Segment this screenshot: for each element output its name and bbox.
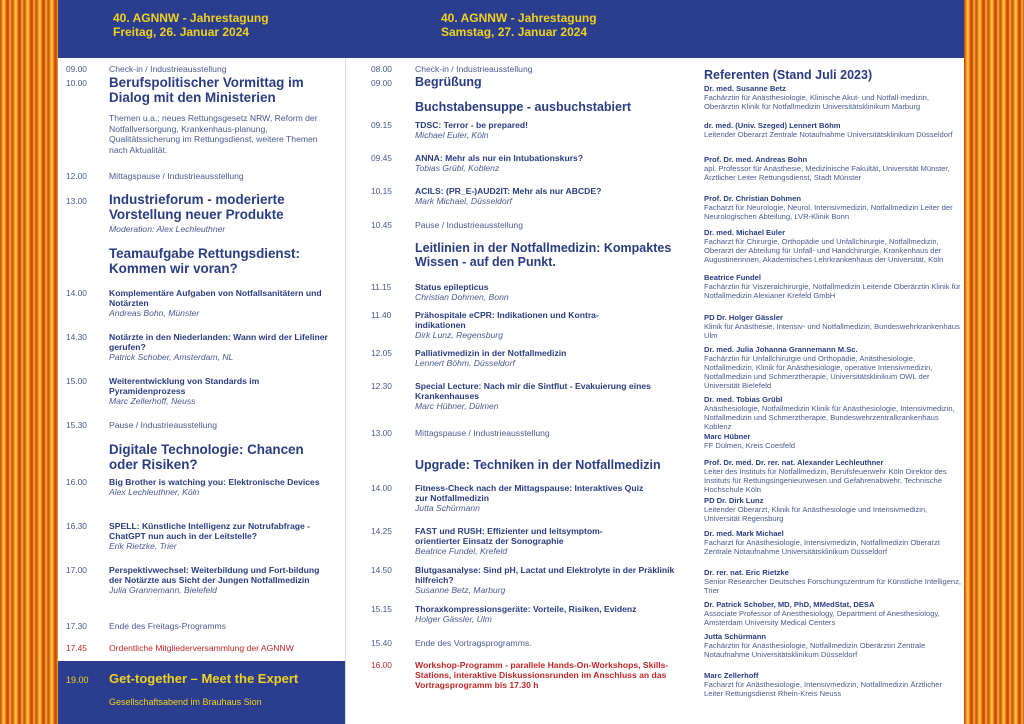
speaker-name: Marc Zellerhoff, Neuss <box>109 396 196 406</box>
time-label: 09.00 <box>66 64 87 74</box>
get-together-title: Get-together – Meet the Expert <box>109 671 299 686</box>
row-text: Workshop-Programm - parallele Hands-On-Workshops, Skills-Stations, interaktive Diskussionsrunden im Anschluss an das Vortragsprogramm bis 17.30 h <box>415 660 669 690</box>
speaker-name: Susanne Betz, Marburg <box>415 585 506 595</box>
referent-name: Beatrice Fundel <box>704 273 761 282</box>
referent-entry <box>704 600 962 627</box>
referent-info: Fachärztin für Anästhesiologie, Notfallmedizin Oberärztin Zentrale Notaufnahme Universitätsklinikum Düsseldorf <box>704 641 926 659</box>
time-label: 13.00 <box>371 428 392 438</box>
referent-name: Dr. med. Mark Michael <box>704 529 784 538</box>
time-label: 11.15 <box>371 282 392 292</box>
saturday-title-line2: Samstag, 27. Januar 2024 <box>441 25 588 39</box>
talk-title: Thoraxkompressionsgeräte: Vorteile, Risiken, Evidenz <box>415 604 637 614</box>
speaker-name: Patrick Schober, Amsterdam, NL <box>109 352 234 362</box>
talk-title: Perspektivwechsel: Weiterbildung und Fort-bildung der Notärzte aus Sicht der Jungen Notfallmedizin <box>109 565 320 585</box>
time-label: 10.45 <box>371 220 392 230</box>
row-text: Pause / Industrieausstellung <box>415 220 523 230</box>
referent-entry <box>704 432 962 450</box>
get-together-time: 19.00 <box>66 675 89 685</box>
referent-entry <box>704 273 962 300</box>
time-label: 16.00 <box>371 660 392 670</box>
time-label: 17.30 <box>66 621 87 631</box>
referent-info: apl. Professor für Anästhesie, Medizinische Fakultät, Universität Münster, Ärztlicher Leiter Rettungsdienst, Stadt Münster <box>704 164 950 182</box>
time-label: 08.00 <box>371 64 392 74</box>
talk-title: Palliativmedizin in der Notfallmedizin <box>415 348 567 358</box>
referent-entry <box>704 496 962 523</box>
referent-entry <box>704 345 962 390</box>
row-text: Mittagspause / Industrieausstellung <box>109 171 244 181</box>
time-label: 16.30 <box>66 521 87 531</box>
time-label: 12.00 <box>66 171 87 181</box>
talk-title: Big Brother is watching you: Elektronische Devices <box>109 477 320 487</box>
time-label: 14.30 <box>66 332 87 342</box>
referent-entry <box>704 155 962 182</box>
row-text: Pause / Industrieausstellung <box>109 420 217 430</box>
referent-entry <box>704 458 962 494</box>
speaker-name: Holger Gässler, Ulm <box>415 614 492 624</box>
talk-title: SPELL: Künstliche Intelligenz zur Notrufabfrage - ChatGPT nun auch in der Leitstelle? <box>109 521 311 541</box>
referent-name: dr. med. (Univ. Szeged) Lennert Böhm <box>704 121 841 130</box>
talk-title: Status epilepticus <box>415 282 489 292</box>
talk-title: Prähospitale eCPR: Indikationen und Kontra-indikationen <box>415 310 599 330</box>
referent-name: Dr. med. Susanne Betz <box>704 84 786 93</box>
referent-info: Klinik für Anästhesie, Intensiv- und Notfallmedizin, Bundeswehrkrankenhaus Ulm <box>704 322 960 340</box>
referent-info: Associate Professor of Anesthesiology, Department of Anesthesiology, Amsterdam University Medical Centers <box>704 609 940 627</box>
referent-name: PD Dr. Dirk Lunz <box>704 496 764 505</box>
referent-info: Anästhesiologie, Notfallmedizin Klinik für Anästhesiologie, Intensivmedizin, Notfallmedizin und Schmerztherapie, Bundeswehrzentralkrankenhaus Koblenz <box>704 404 955 431</box>
referent-entry <box>704 568 962 595</box>
talk-title: Blutgasanalyse: Sind pH, Lactat und Elektrolyte in der Präklinik hilfreich? <box>415 565 675 585</box>
speaker-name: Lennert Böhm, Düsseldorf <box>415 358 515 368</box>
time-label: 15.30 <box>66 420 87 430</box>
referent-entry <box>704 632 962 659</box>
referent-name: Dr. rer. nat. Eric Rietzke <box>704 568 789 577</box>
session-heading: Industrieforum - moderierte Vorstellung neuer Produkte <box>109 192 285 222</box>
referenten-title: Referenten (Stand Juli 2023) <box>704 68 873 82</box>
session-heading: Teamaufgabe Rettungsdienst: Kommen wir voran? <box>109 246 300 276</box>
time-label: 17.45 <box>66 643 87 653</box>
referent-info: Facharzt für Anästhesiologie, Intensivmedizin, Notfallmedizin Oberarzt Zentrale Notaufnahme Universitätsklinikum Düsseldorf <box>704 538 940 556</box>
speaker-name: Andreas Bohn, Münster <box>109 308 200 318</box>
time-label: 11.40 <box>371 310 392 320</box>
friday-title-line1: 40. AGNNW - Jahrestagung <box>113 11 269 25</box>
speaker-name: Moderation: Alex Lechleuthner <box>109 224 226 234</box>
row-text: Mittagspause / Industrieausstellung <box>415 428 550 438</box>
talk-title: ACILS: (PR_E-)AUD2IT: Mehr als nur ABCDE? <box>415 186 602 196</box>
session-heading: Berufspolitischer Vormittag im Dialog mit den Ministerien <box>109 75 304 105</box>
referent-info: Leitender Oberarzt Zentrale Notaufnahme Universitätsklinikum Düsseldorf <box>704 130 953 139</box>
get-together-subtitle: Gesellschaftsabend im Brauhaus Sion <box>109 697 262 707</box>
referent-name: Prof. Dr. med. Andreas Bohn <box>704 155 808 164</box>
referent-entry <box>704 395 962 431</box>
referent-info: Leiter des Instituts für Notfallmedizin, Berufsfeuerwehr Köln Direktor des Instituts für Rettungsingenieurwesen und Gefahrenabwehr, Technische Hochschule Köln <box>704 467 947 494</box>
time-label: 14.00 <box>371 483 392 493</box>
referent-info: FF Dülmen, Kreis Coesfeld <box>704 441 796 450</box>
speaker-name: Mark Michael, Düsseldorf <box>415 196 512 206</box>
time-label: 10.00 <box>66 78 87 88</box>
session-heading: Upgrade: Techniken in der Notfallmedizin <box>415 458 661 472</box>
session-heading: Buchstabensuppe - ausbuchstabiert <box>415 100 632 114</box>
referent-name: Prof. Dr. med. Dr. rer. nat. Alexander Lechleuthner <box>704 458 884 467</box>
session-heading: Leitlinien in der Notfallmedizin: Kompaktes Wissen - auf den Punkt. <box>415 241 672 269</box>
referent-name: Jutta Schürmann <box>704 632 767 641</box>
referent-info: Facharzt für Chirurgie, Orthopädie und Unfallchirurgie, Notfallmedizin, Oberarzt der Abteilung für Unfall- und Handchirurgie, Krankenhaus der Augustinerinnen, Akademisches Lehrkrankenhaus der Universität, Köln <box>704 237 944 264</box>
referent-name: Dr. med. Michael Euler <box>704 228 786 237</box>
referent-info: Fachärztin für Unfallchirurgie und Orthopädie, Anästhesiologie, Notfallmedizin, Klinik für Anästhesiologie, operative Intensivmedizin, Notfallmedizin und Schmerztherapie, Universitätsklinikum OWL der Universität Bielefeld <box>704 354 933 390</box>
speaker-name: Erik Rietzke, Trier <box>109 541 177 551</box>
referent-name: Dr. med. Julia Johanna Grannemann M.Sc. <box>704 345 858 354</box>
speaker-name: Tobias Grübl, Koblenz <box>415 163 500 173</box>
row-text: Ordentliche Mitgliederversammlung der AGNNW <box>109 643 294 653</box>
time-label: 15.00 <box>66 376 87 386</box>
friday-title <box>113 11 269 39</box>
saturday-title <box>441 11 597 39</box>
referent-info: Fachärztin für Anästhesiologie, Klinische Akut- und Notfall-medizin, Oberärztin Klinik für Notfallmedizin Universitätsklinikum Marburg <box>704 93 929 111</box>
time-label: 15.15 <box>371 604 392 614</box>
time-label: 13.00 <box>66 196 87 206</box>
referent-entry <box>704 121 962 139</box>
left-decorative-border <box>0 0 58 724</box>
session-heading: Digitale Technologie: Chancen oder Risiken? <box>109 442 304 472</box>
speaker-name: Alex Lechleuthner, Köln <box>109 487 200 497</box>
time-label: 14.00 <box>66 288 87 298</box>
referent-name: Dr. Patrick Schober, MD, PhD, MMedStat, DESA <box>704 600 875 609</box>
session-heading: Begrüßung <box>415 75 482 89</box>
talk-title: Komplementäre Aufgaben von Notfallsanitätern und Notärzten <box>109 288 322 308</box>
time-label: 14.50 <box>371 565 392 575</box>
talk-title: Notärzte in den Niederlanden: Wann wird der Lifeliner gerufen? <box>109 332 328 352</box>
right-decorative-border <box>964 0 1024 724</box>
time-label: 14.25 <box>371 526 392 536</box>
get-together-box <box>58 661 345 724</box>
referent-name: Marc Zellerhoff <box>704 671 759 680</box>
speaker-name: Julia Grannemann, Bielefeld <box>109 585 217 595</box>
referent-name: Prof. Dr. Christian Dohmen <box>704 194 802 203</box>
speaker-name: Christian Dohmen, Bonn <box>415 292 509 302</box>
talk-title: Weiterentwicklung von Standards im Pyramidenprozess <box>109 376 260 396</box>
talk-title: FAST und RUSH: Effizienter und leitsymptom-orientierter Einsatz der Sonographie <box>415 526 603 546</box>
speaker-name: Jutta Schürmann <box>415 503 480 513</box>
row-text: Check-in / Industrieausstellung <box>415 64 533 74</box>
referent-info: Facharzt für Anästhesiologie, Intensivmedizin, Notfallmedizin Ärztlicher Leiter Rettungsdienst Rhein-Kreis Neuss <box>704 680 943 698</box>
referent-info: Leitender Oberarzt, Klinik für Anästhesiologie und Intensivmedizin, Universität Regensburg <box>704 505 928 523</box>
row-text: Ende des Vortragsprogramms. <box>415 638 532 648</box>
referent-name: Marc Hübner <box>704 432 751 441</box>
topics-text: Themen u.a.: neues Rettungsgesetz NRW, Reform der Notfallversorgung, Krankenhaus-planung, Qualitätssicherung im Rettungsdienst, weitere Themen nach Aktualität. <box>109 113 318 155</box>
referent-name: PD Dr. Holger Gässler <box>704 313 783 322</box>
row-text: Check-in / Industrieausstellung <box>109 64 227 74</box>
speaker-name: Beatrice Fundel, Krefeld <box>415 546 508 556</box>
referent-info: Fachärztin für Viszeralchirurgie, Notfallmedizin Leitende Oberärztin Klinik für Notfallmedizin Alexianer Krefeld GmbH <box>704 282 961 300</box>
referent-info: Senior Researcher Deutsches Forschungszentrum für Künstliche Intelligenz, Trier <box>704 577 962 595</box>
time-label: 10.15 <box>371 186 392 196</box>
speaker-name: Dirk Lunz, Regensburg <box>415 330 503 340</box>
referent-entry <box>704 228 962 264</box>
time-label: 09.15 <box>371 120 392 130</box>
friday-title-line2: Freitag, 26. Januar 2024 <box>113 25 250 39</box>
speaker-name: Marc Hübner, Dülmen <box>415 401 499 411</box>
time-label: 09.00 <box>371 78 392 88</box>
saturday-title-line1: 40. AGNNW - Jahrestagung <box>441 11 597 25</box>
time-label: 12.05 <box>371 348 392 358</box>
time-label: 09.45 <box>371 153 392 163</box>
time-label: 16.00 <box>66 477 87 487</box>
time-label: 17.00 <box>66 565 87 575</box>
talk-title: ANNA: Mehr als nur ein Intubationskurs? <box>415 153 584 163</box>
referent-name: Dr. med. Tobias Grübl <box>704 395 783 404</box>
referent-entry <box>704 529 962 556</box>
referent-entry <box>704 84 962 111</box>
talk-title: Special Lecture: Nach mir die Sintflut - Evakuierung eines Krankenhauses <box>415 381 651 401</box>
referent-entry <box>704 194 962 221</box>
row-text: Ende des Freitags-Programms <box>109 621 227 631</box>
referent-info: Facharzt für Neurologie, Neurol. Intensivmedizin, Notfallmedizin Leiter der Neurologischen Abteilung, LVR-Klinik Bonn <box>704 203 953 221</box>
speaker-name: Michael Euler, Köln <box>415 130 489 140</box>
time-label: 12.30 <box>371 381 392 391</box>
referent-entry <box>704 671 962 698</box>
talk-title: Fitness-Check nach der Mittagspause: Interaktives Quiz zur Notfallmedizin <box>415 483 644 503</box>
talk-title: TDSC: Terror - be prepared! <box>415 120 529 130</box>
time-label: 15.40 <box>371 638 392 648</box>
referent-entry <box>704 313 962 340</box>
